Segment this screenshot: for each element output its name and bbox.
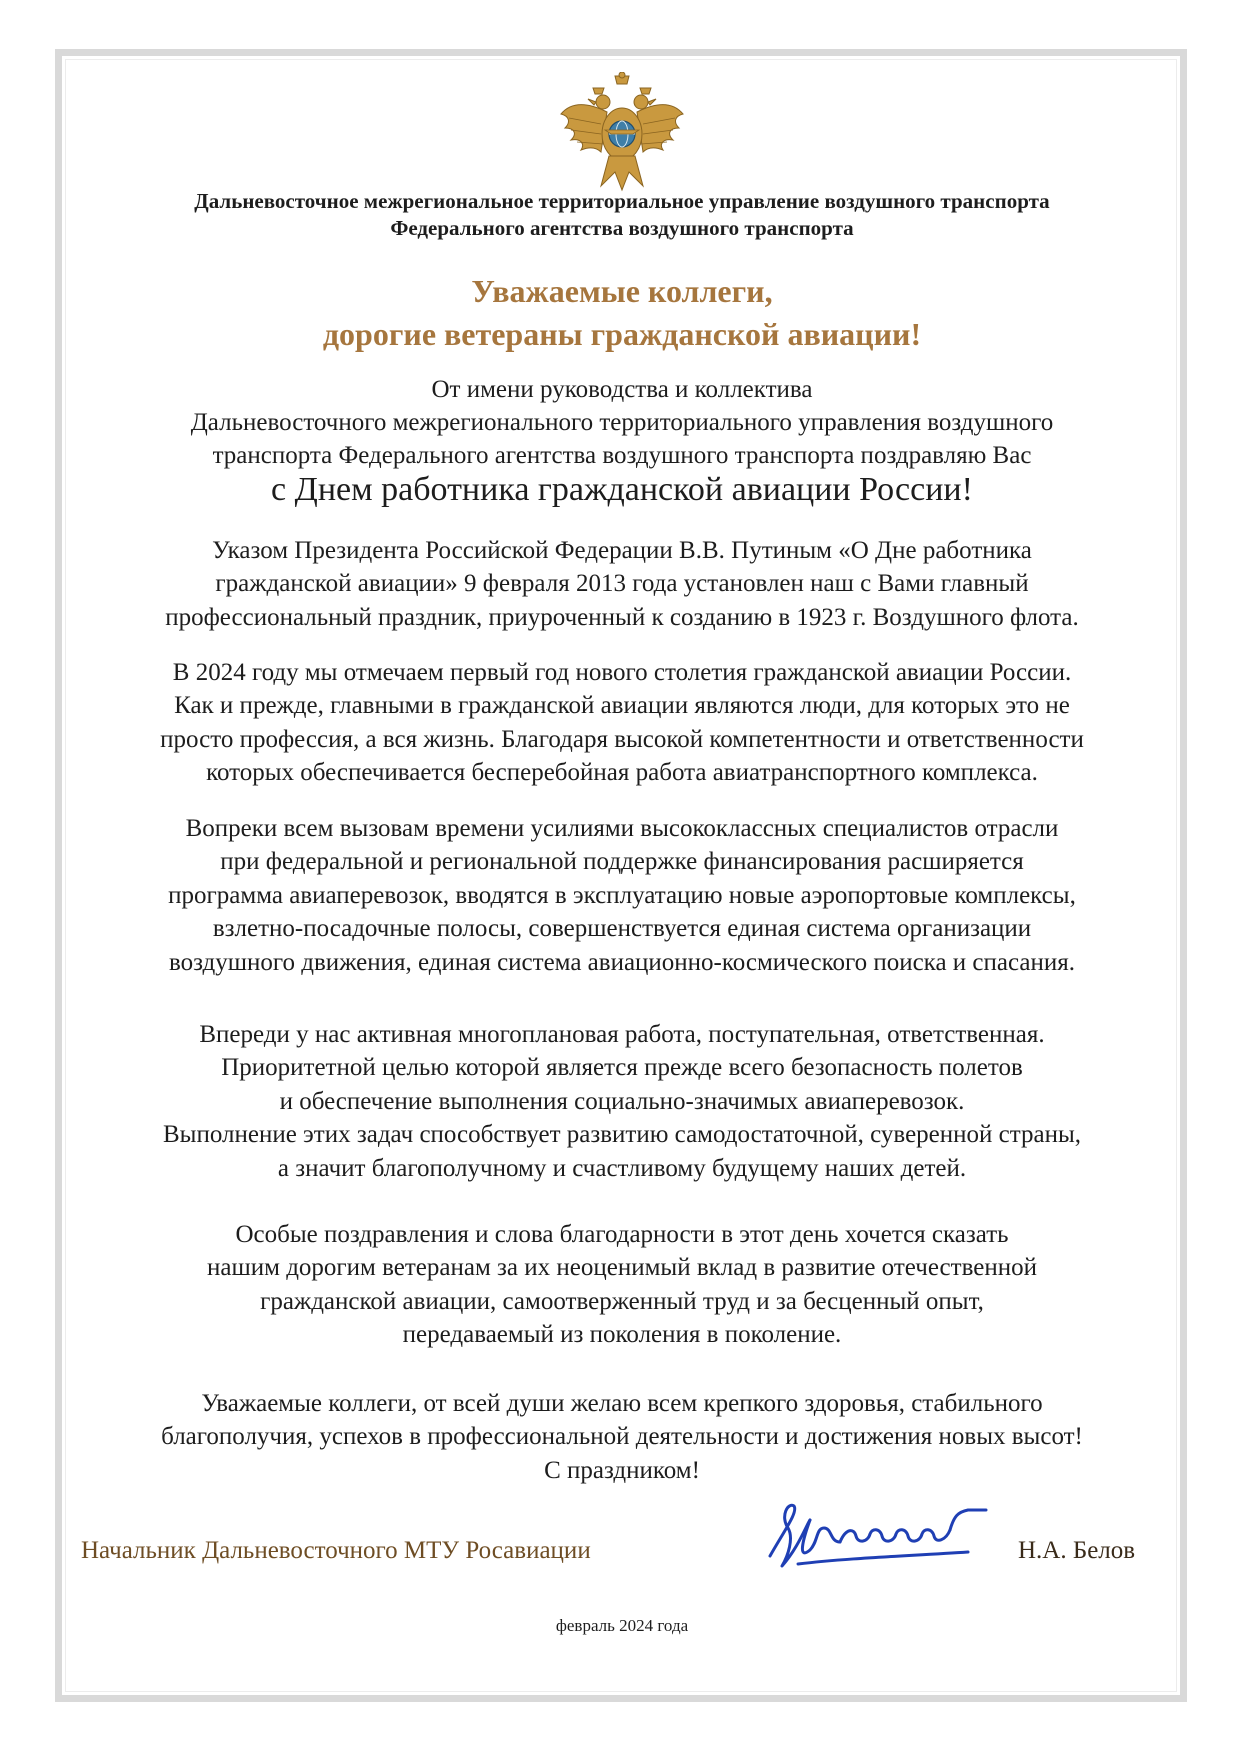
handwritten-signature [758,1498,993,1578]
paragraph-line: Приоритетной целью которой является прежде всего безопасность полетов [221,1054,1023,1082]
intro-line: От имени руководства и коллектива [431,376,813,403]
double-headed-eagle-emblem-icon [557,72,687,194]
paragraph-line: Указом Президента Российской Федерации В.В. Путиным «О Дне работника [212,537,1032,564]
paragraph-line: благополучия, успехов в профессиональной деятельности и достижения новых высот! [161,1423,1083,1451]
paragraph-line: и обеспечение выполнения социально-значимых авиаперевозок. [279,1087,965,1115]
intro-line: транспорта Федерального агентства воздушного транспорта поздравляю Вас [212,442,1032,469]
intro-text [0,373,1244,472]
paragraph-line: гражданской авиации» 9 февраля 2013 года установлен наш с Вами главный [215,570,1029,598]
body-paragraph [0,1387,1244,1487]
paragraph-line: Как и прежде, главными в гражданской авиации являются люди, для которых это не [174,692,1070,720]
paragraph-line: Уважаемые коллеги, от всей души желаю всем крепкого здоровья, стабильного [201,1390,1043,1417]
paragraph-line: а значит благополучному и счастливому будущему наших детей. [277,1154,967,1182]
paragraph-line: Вопреки всем вызовам времени усилиями высококлассных специалистов отрасли [185,815,1059,842]
body-paragraph [0,1218,1244,1352]
paragraph-line: просто профессия, а вся жизнь. Благодаря высокой компетентности и ответственности [160,725,1084,753]
paragraph-line: взлетно-посадочные полосы, совершенствуется единая система организации [212,915,1032,943]
organization-line-1: Дальневосточное межрегиональное территориальное управление воздушного транспорта [194,189,1050,213]
document-date: февраль 2024 года [555,1616,689,1635]
signatory-position: Начальник Дальневосточного МТУ Росавиации [81,1537,591,1564]
paragraph-line: нашим дорогим ветеранам за их неоценимый вклад в развитие отечественной [207,1254,1037,1282]
body-paragraph [0,656,1244,790]
greeting-title [0,270,1244,356]
paragraph-line: С праздником! [544,1456,700,1484]
paragraph-line: передаваемый из поколения в поколение. [402,1321,842,1349]
intro-line: Дальневосточного межрегионального территориального управления воздушного [190,409,1054,436]
greeting-title-line-2: дорогие ветераны гражданской авиации! [322,316,922,352]
body-paragraph [0,1018,1244,1185]
paragraph-line: программа авиаперевозок, вводятся в эксплуатацию новые аэропортовые комплексы, [168,881,1076,909]
paragraph-line: Выполнение этих задач способствует развитию самодостаточной, суверенной страны, [162,1121,1082,1149]
paragraph-line: гражданской авиации, самоотверженный труд и за бесценный опыт, [260,1287,984,1315]
paragraph-line: В 2024 году мы отмечаем первый год нового столетия гражданской авиации России. [172,659,1072,686]
organization-line-2: Федерального агентства воздушного транспорта [390,216,854,240]
paragraph-line: Впереди у нас активная многоплановая работа, поступательная, ответственная. [199,1021,1045,1048]
greeting-title-line-1: Уважаемые коллеги, [471,273,773,309]
paragraph-line: которых обеспечивается бесперебойная работа авиатранспортного комплекса. [206,759,1038,787]
paragraph-line: профессиональный праздник, приуроченный к созданию в 1923 г. Воздушного флота. [165,603,1079,631]
paragraph-line: при федеральной и региональной поддержке финансирования расширяется [220,848,1024,876]
body-paragraph [0,812,1244,979]
signatory-name: Н.А. Белов [1018,1537,1136,1564]
organization-header [0,188,1244,242]
body-paragraph [0,534,1244,634]
holiday-name: с Днем работника гражданской авиации России! [271,471,973,508]
paragraph-line: Особые поздравления и слова благодарности в этот день хочется сказать [235,1221,1009,1248]
paragraph-line: воздушного движения, единая система авиационно-космического поиска и спасания. [169,948,1075,976]
